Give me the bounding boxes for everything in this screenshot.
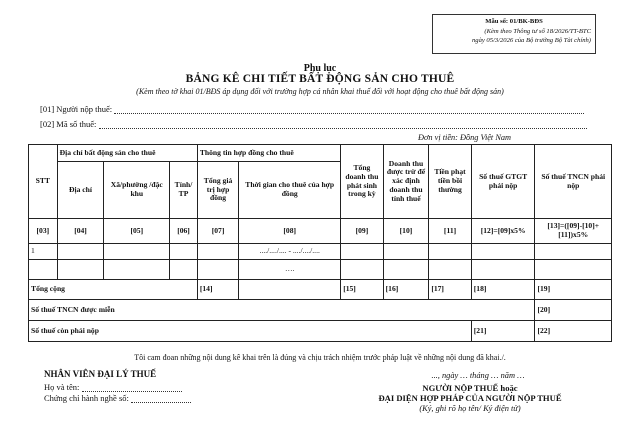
agent-name-input[interactable]	[82, 383, 182, 392]
header-lease-period: Thời gian cho thuê của hợp đồng	[239, 162, 341, 219]
agent-name-field	[44, 382, 182, 392]
table-cell[interactable]	[341, 260, 383, 280]
header-penalty: Tiền phạt tiền bồi thường	[429, 145, 471, 219]
taxpayer-input[interactable]	[114, 105, 584, 114]
table-cell[interactable]	[471, 244, 535, 260]
code-cell: [06]	[170, 219, 198, 244]
code-cell: [12]=[09]x5%	[471, 219, 535, 244]
total-19: [19]	[535, 280, 612, 300]
remaining-code-22: [22]	[535, 321, 612, 342]
signature-date: ..., ngày … tháng … năm …	[431, 371, 525, 380]
agent-cert-label: Chứng chỉ hành nghề số:	[44, 393, 129, 403]
taxcode-input[interactable]	[99, 120, 587, 129]
page-subtitle: (Kèm theo tờ khai 01/BĐS áp dụng đối với trường hợp cá nhân khai thuế đối với hoạt động cho thuê bất động sản)	[136, 87, 504, 96]
table-cell[interactable]	[383, 244, 429, 260]
code-cell: [04]	[57, 219, 104, 244]
table-cell	[239, 280, 341, 300]
appendix-label: Phụ lục	[303, 63, 337, 74]
header-contract-value: Tổng giá trị hợp đồng	[197, 162, 238, 219]
form-code-box	[432, 14, 596, 54]
total-14: [14]	[197, 280, 238, 300]
currency-unit: Đơn vị tiền: Đồng Việt Nam	[418, 133, 511, 142]
header-total-revenue: Tổng doanh thu phát sinh trong kỳ	[341, 145, 383, 219]
table-cell[interactable]	[535, 244, 612, 260]
total-row	[29, 280, 612, 300]
row-lease-period[interactable]: ..../..../.... - ..../..../....	[239, 244, 341, 260]
remaining-code-21: [21]	[471, 321, 535, 342]
exempt-row	[29, 300, 612, 321]
total-15: [15]	[341, 280, 383, 300]
form-basis: (Kèm theo Thông tư số 18/2026/TT-BTC	[484, 27, 591, 35]
table-cell[interactable]	[104, 244, 170, 260]
code-cell: [08]	[239, 219, 341, 244]
signature-instruction: (Ký, ghi rõ họ tên/ Ký điện tử)	[419, 404, 521, 413]
table-cell[interactable]	[383, 260, 429, 280]
taxcode-label: [02] Mã số thuế:	[40, 119, 97, 129]
table-cell[interactable]	[429, 244, 471, 260]
total-label: Tổng cộng	[29, 280, 198, 300]
agent-cert-input[interactable]	[131, 394, 191, 403]
header-ward: Xã/phường /đặc khu	[104, 162, 170, 219]
exempt-code: [20]	[535, 300, 612, 321]
taxcode-field	[40, 119, 587, 129]
agent-cert-field	[44, 393, 191, 403]
table-cell[interactable]	[170, 244, 198, 260]
table-cell[interactable]	[57, 260, 104, 280]
code-cell: [07]	[197, 219, 238, 244]
property-table	[28, 144, 612, 342]
taxpayer-label: [01] Người nộp thuế:	[40, 104, 113, 114]
table-cell[interactable]	[197, 244, 238, 260]
table-cell[interactable]	[197, 260, 238, 280]
table-cell[interactable]	[170, 260, 198, 280]
table-cell[interactable]	[471, 260, 535, 280]
header-province: Tỉnh/ TP	[170, 162, 198, 219]
remaining-row	[29, 321, 612, 342]
signer-representative: ĐẠI DIỆN HỢP PHÁP CỦA NGƯỜI NỘP THUẾ	[378, 393, 562, 403]
code-cell: [05]	[104, 219, 170, 244]
code-cell: [11]	[429, 219, 471, 244]
commitment-text: Tôi cam đoan những nội dung kê khai trên là đúng và chịu trách nhiệm trước pháp luật về những nội dung đã khai./.	[134, 353, 506, 362]
table-cell[interactable]	[535, 260, 612, 280]
page-title: BẢNG KÊ CHI TIẾT BẤT ĐỘNG SẢN CHO THUÊ	[185, 73, 455, 85]
total-17: [17]	[429, 280, 471, 300]
total-16: [16]	[383, 280, 429, 300]
agent-title: NHÂN VIÊN ĐẠI LÝ THUẾ	[44, 369, 157, 379]
code-cell: [13]=([09]-[10]+[11])x5%	[535, 219, 612, 244]
header-row-1	[29, 145, 612, 162]
table-cell[interactable]	[341, 244, 383, 260]
table-row	[29, 244, 612, 260]
header-stt: STT	[29, 145, 58, 219]
total-18: [18]	[471, 280, 535, 300]
exempt-label: Số thuế TNCN được miễn	[29, 300, 535, 321]
row-lease-period[interactable]: ….	[239, 260, 341, 280]
header-deducted-revenue: Doanh thu được trừ để xác định doanh thu tính thuế	[383, 145, 429, 219]
form-code: Mẫu số: 01/BK-BĐS	[485, 18, 543, 25]
table-row	[29, 260, 612, 280]
form-basis-date: ngày 05/3/2026 của Bộ trưởng Bộ Tài chính)	[471, 37, 591, 45]
code-row	[29, 219, 612, 244]
row-stt: 1	[29, 244, 58, 260]
header-address-group: Địa chỉ bất động sản cho thuê	[57, 145, 197, 162]
header-address: Địa chỉ	[57, 162, 104, 219]
header-pit: Số thuế TNCN phải nộp	[535, 145, 612, 219]
code-cell: [09]	[341, 219, 383, 244]
header-contract-group: Thông tin hợp đồng cho thuê	[197, 145, 340, 162]
header-vat: Số thuế GTGT phải nộp	[471, 145, 535, 219]
taxpayer-field	[40, 104, 584, 114]
remaining-label: Số thuế còn phải nộp	[29, 321, 472, 342]
code-cell: [03]	[29, 219, 58, 244]
table-cell[interactable]	[57, 244, 104, 260]
table-cell[interactable]	[429, 260, 471, 280]
signer-title: NGƯỜI NỘP THUẾ hoặc	[422, 383, 518, 393]
table-cell[interactable]	[104, 260, 170, 280]
code-cell: [10]	[383, 219, 429, 244]
agent-name-label: Họ và tên:	[44, 382, 80, 392]
row-stt	[29, 260, 58, 280]
